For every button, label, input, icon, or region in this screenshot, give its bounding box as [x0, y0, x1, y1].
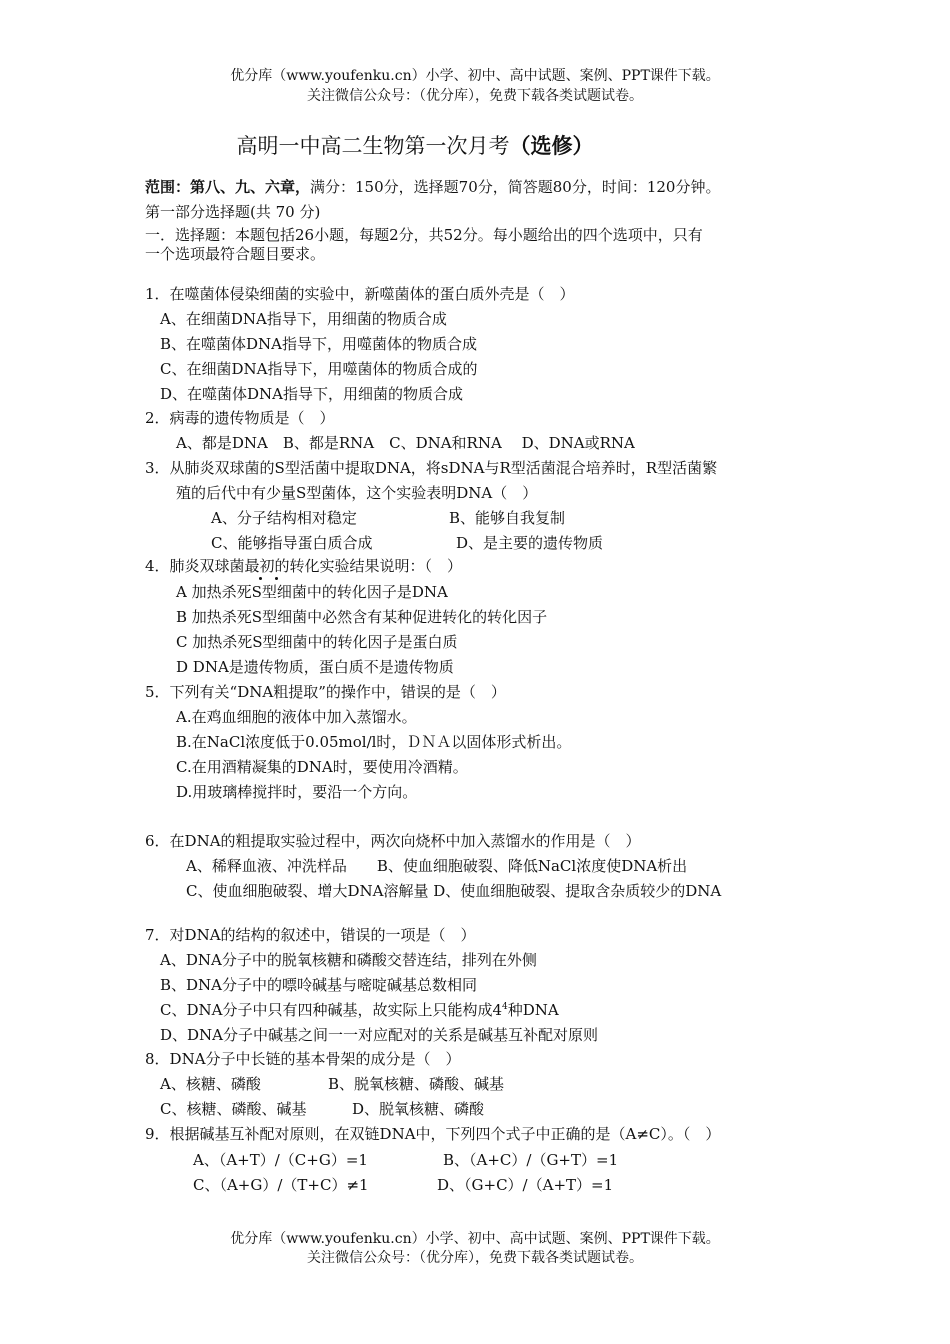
q1-stem: 1．在噬菌体侵染细菌的实验中，新噬菌体的蛋白质外壳是（ ） — [145, 285, 575, 303]
q9-option-d: D、（G+C）/（A+T）=1 — [437, 1176, 614, 1194]
q3-stem-line-2: 殖的后代中有少量S型菌体，这个实验表明DNA（ ） — [176, 484, 538, 502]
q4-stem: 4．肺炎双球菌最初的转化实验结果说明：（ ） — [145, 557, 463, 575]
q9-option-c: C、（A+G）/（T+C）≠1 — [193, 1176, 369, 1194]
instructions-line-1: 一．选择题：本题包括26小题，每题2分，共52分。每小题给出的四个选项中，只有 — [145, 226, 703, 244]
q5-stem: 5．下列有关“DNA粗提取”的操作中，错误的是（ ） — [145, 683, 506, 701]
q8-option-a: A、核糖、磷酸 — [160, 1075, 261, 1093]
q7-option-b: B、DNA分子中的嘌呤碱基与嘧啶碱基总数相同 — [160, 976, 478, 994]
q5-option-d: D.用玻璃棒搅拌时，要沿一个方向。 — [176, 783, 418, 801]
q5-option-a: A.在鸡血细胞的液体中加入蒸馏水。 — [176, 708, 417, 726]
emphasis-dot — [275, 577, 278, 580]
q9-stem: 9．根据碱基互补配对原则，在双链DNA中，下列四个式子中正确的是（A≠C）。（ ） — [145, 1125, 721, 1143]
instructions-line-2: 一个选项最符合题目要求。 — [145, 245, 326, 263]
q3-option-c: C、能够指导蛋白质合成 — [211, 534, 373, 552]
part-one-heading: 第一部分选择题(共 70 分) — [145, 203, 321, 221]
q1-option-a: A、在细菌DNA指导下，用细菌的物质合成 — [160, 310, 447, 328]
q8-option-d: D、脱氧核糖、磷酸 — [352, 1100, 485, 1118]
exam-scope — [145, 177, 720, 197]
q7-option-a: A、DNA分子中的脱氧核糖和磷酸交替连结，排列在外侧 — [160, 951, 537, 969]
header-line-1: 优分库（www.youfenku.cn）小学、初中、高中试题、案例、PPT课件下载。 — [230, 68, 720, 84]
exam-title — [0, 133, 830, 158]
header-line-2: 关注微信公众号：（优分库），免费下载各类试题试卷。 — [307, 88, 643, 104]
q6-options-cd: C、使血细胞破裂、增大DNA溶解量 D、使血细胞破裂、提取含杂质较少的DNA — [186, 882, 722, 900]
q7-stem: 7．对DNA的结构的叙述中，错误的一项是（ ） — [145, 926, 476, 944]
q1-option-c: C、在细菌DNA指导下，用噬菌体的物质合成的 — [160, 360, 478, 378]
q3-option-a: A、分子结构相对稳定 — [211, 509, 357, 527]
scope-details: 满分：150分，选择题70分，简答题80分，时间：120分钟。 — [310, 178, 721, 196]
scope-label: 范围：第八、九、六章， — [145, 178, 311, 196]
q4-option-c: C 加热杀死S型细菌中的转化因子是蛋白质 — [176, 633, 458, 651]
q2-stem: 2．病毒的遗传物质是（ ） — [145, 409, 335, 427]
q7-option-c-tail: 种DNA — [507, 1001, 559, 1019]
q4-option-a: A 加热杀死S型细菌中的转化因子是DNA — [176, 583, 448, 601]
q4-option-b: B 加热杀死S型细菌中必然含有某种促进转化的转化因子 — [176, 608, 548, 626]
q7-option-c — [160, 1000, 559, 1020]
exam-title-main: 高明一中高二生物第一次月考 — [236, 134, 510, 158]
q9-option-a: A、（A+T）/（C+G）=1 — [193, 1151, 368, 1169]
q2-options: A、都是DNA B、都是RNA C、DNA和RNA D、DNA或RNA — [176, 434, 635, 452]
q7-option-d: D、DNA分子中碱基之间一一对应配对的关系是碱基互补配对原则 — [160, 1026, 599, 1044]
q5-option-c: C.在用酒精凝集的DNA时，要使用冷酒精。 — [176, 758, 468, 776]
q7-option-c-exponent: 4 — [502, 1002, 508, 1012]
q3-option-b: B、能够自我复制 — [449, 509, 566, 527]
q5-option-b: B.在NaCl浓度低于0.05mol/l时，ＤＮＡ以固体形式析出。 — [176, 733, 572, 751]
q4-option-d: D DNA是遗传物质，蛋白质不是遗传物质 — [176, 658, 454, 676]
q8-stem: 8．DNA分子中长链的基本骨架的成分是（ ） — [145, 1050, 461, 1068]
footer-line-2: 关注微信公众号：（优分库），免费下载各类试题试卷。 — [307, 1250, 643, 1266]
q3-stem-line-1: 3．从肺炎双球菌的S型活菌中提取DNA，将sDNA与R型活菌混合培养时，R型活菌繁 — [145, 459, 718, 477]
q8-option-c: C、核糖、磷酸、碱基 — [160, 1100, 307, 1118]
q1-option-b: B、在噬菌体DNA指导下，用噬菌体的物质合成 — [160, 335, 478, 353]
footer-line-1: 优分库（www.youfenku.cn）小学、初中、高中试题、案例、PPT课件下载。 — [230, 1231, 720, 1247]
q8-option-b: B、脱氧核糖、磷酸、碱基 — [328, 1075, 505, 1093]
q7-option-c-text: C、DNA分子中只有四种碱基，故实际上只能构成4 — [160, 1001, 503, 1019]
emphasis-dot — [259, 577, 262, 580]
q3-option-d: D、是主要的遗传物质 — [456, 534, 604, 552]
q6-stem: 6．在DNA的粗提取实验过程中，两次向烧杯中加入蒸馏水的作用是（ ） — [145, 832, 641, 850]
q1-option-d: D、在噬菌体DNA指导下，用细菌的物质合成 — [160, 385, 464, 403]
q9-option-b: B、（A+C）/（G+T）=1 — [443, 1151, 619, 1169]
exam-title-suffix: （选修） — [509, 133, 594, 158]
q6-options-ab: A、稀释血液、冲洗样品 B、使血细胞破裂、降低NaCl浓度使DNA析出 — [186, 857, 688, 875]
